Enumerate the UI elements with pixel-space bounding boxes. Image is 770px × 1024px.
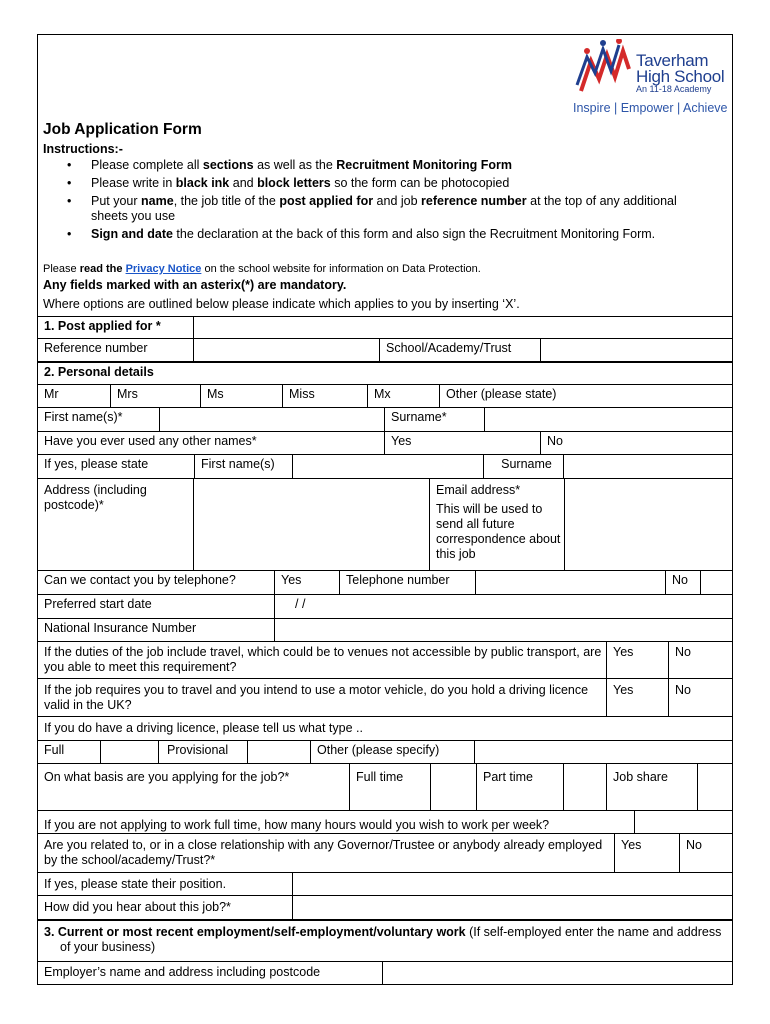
name-row (38, 407, 732, 432)
basis-part-time-box[interactable] (563, 764, 606, 811)
telephone-no-box[interactable] (700, 571, 732, 595)
licence-options-row (38, 740, 732, 764)
address-label: Address (including postcode)* (44, 483, 147, 512)
school-name-line2: High School (636, 67, 725, 86)
school-tagline: Inspire | Empower | Achieve (573, 101, 728, 115)
basis-part-time: Part time (476, 764, 563, 811)
ni-number-label: National Insurance Number (44, 621, 197, 635)
start-date-row (38, 594, 732, 619)
post-applied-field[interactable] (193, 317, 732, 339)
personal-heading-row (38, 361, 732, 386)
post-applied-row (38, 316, 732, 339)
telephone-yes[interactable]: Yes (274, 571, 339, 595)
personal-details-heading: 2. Personal details (44, 365, 154, 379)
reference-row (38, 338, 732, 362)
ni-number-field[interactable] (274, 619, 732, 642)
instruction-text: Sign and date (91, 227, 173, 241)
instruction-text: name (141, 194, 174, 208)
instruction-text: reference number (421, 194, 527, 208)
other-names-no[interactable]: No (540, 432, 732, 455)
telephone-number-field[interactable] (475, 571, 665, 595)
other-names-yes[interactable]: Yes (384, 432, 540, 455)
title-ms[interactable]: Ms (200, 385, 282, 408)
if-yes-state-label: If yes, please state (44, 457, 149, 471)
travel-question: If the duties of the job include travel, which could be to venues not accessible by public transport, are you able to meet this requirement? (44, 645, 602, 674)
basis-job-share-box[interactable] (697, 764, 732, 811)
licence-other: Other (please specify) (310, 741, 474, 764)
instruction-text: and job (373, 194, 422, 208)
instruction-text: post applied for (279, 194, 374, 208)
title-mr[interactable]: Mr (44, 387, 59, 401)
surname2-field[interactable] (563, 455, 732, 479)
related-no[interactable]: No (679, 834, 732, 873)
start-date-label: Preferred start date (44, 597, 152, 611)
application-form (37, 34, 733, 985)
instruction-text: sections (202, 158, 254, 172)
licence-provisional-box[interactable] (247, 741, 310, 764)
employer-field[interactable] (382, 962, 732, 985)
instructions-list (38, 158, 728, 245)
school-name-line1: Taverham (636, 51, 709, 70)
basis-job-share: Job share (606, 764, 697, 811)
instruction-text: Put your (91, 194, 142, 208)
telephone-no[interactable]: No (665, 571, 700, 595)
school-field[interactable] (540, 339, 732, 362)
instruction-text: the declaration at the back of this form and also sign the Recruitment Monitoring Form. (172, 227, 656, 241)
title-other[interactable]: Other (please state) (439, 385, 732, 408)
travel-no[interactable]: No (668, 642, 732, 679)
form-header (38, 35, 732, 316)
telephone-number-label: Telephone number (339, 571, 475, 595)
bullet-icon: • (67, 227, 72, 241)
basis-question: On what basis are you applying for the job?* (44, 770, 290, 784)
hours-row (38, 810, 732, 833)
employment-heading-bold: 3. Current or most recent employment/self-employment/voluntary work (44, 925, 466, 939)
privacy-pre: Please (43, 263, 80, 275)
address-row (38, 478, 732, 571)
if-yes-names-row (38, 454, 732, 479)
title-row (38, 384, 732, 408)
travel-row (38, 641, 732, 679)
school-crest-icon (573, 39, 635, 99)
title-mrs[interactable]: Mrs (110, 385, 200, 408)
licence-yes[interactable]: Yes (606, 679, 668, 717)
instruction-item (38, 158, 728, 173)
instruction-text: Recruitment Monitoring Form (336, 158, 512, 172)
email-label: Email address* (436, 483, 521, 497)
school-logo (573, 39, 731, 119)
ni-row (38, 618, 732, 642)
instruction-text: Please write in (91, 176, 176, 190)
privacy-notice-link[interactable]: Privacy Notice (125, 263, 202, 275)
instructions-heading: Instructions:- (43, 142, 123, 156)
bullet-icon: • (67, 176, 72, 190)
bullet-icon: • (67, 194, 72, 208)
email-label-cell (429, 479, 564, 571)
other-names-row (38, 431, 732, 455)
mandatory-note: Any fields marked with an asterix(*) are mandatory. (43, 278, 347, 292)
basis-full-time-box[interactable] (430, 764, 476, 811)
other-names-label: Have you ever used any other names* (44, 434, 257, 448)
title-mx[interactable]: Mx (367, 385, 439, 408)
licence-row (38, 678, 732, 717)
instruction-text: black ink (175, 176, 230, 190)
licence-full: Full (44, 743, 65, 757)
employment-heading (38, 921, 732, 963)
reference-field[interactable] (193, 339, 379, 362)
employer-row (38, 961, 732, 985)
licence-other-field[interactable] (474, 741, 732, 764)
employer-label: Employer’s name and address including postcode (44, 965, 321, 979)
licence-type-question: If you do have a driving licence, please tell us what type .. (44, 721, 363, 735)
instruction-item (38, 194, 728, 224)
licence-provisional: Provisional (158, 741, 247, 764)
surname-field[interactable] (484, 408, 732, 432)
hear-field[interactable] (292, 896, 732, 920)
instruction-item (38, 176, 728, 191)
hours-question: If you are not applying to work full time, how many hours would you wish to work per week? (44, 818, 550, 832)
position-field[interactable] (292, 873, 732, 896)
related-row (38, 833, 732, 873)
basis-row (38, 763, 732, 811)
position-row (38, 872, 732, 896)
related-yes[interactable]: Yes (614, 834, 679, 873)
email-note: This will be used to send all future correspondence about this job (436, 502, 561, 561)
privacy-bold: read the (79, 263, 126, 275)
surname-label: Surname* (384, 408, 484, 432)
instruction-text: so the form can be photocopied (330, 176, 510, 190)
start-date-field[interactable]: / / (274, 595, 732, 619)
form-title: Job Application Form (43, 121, 202, 138)
contact-telephone-label: Can we contact you by telephone? (44, 573, 236, 587)
first-names2-field[interactable] (292, 455, 483, 479)
hear-row (38, 895, 732, 920)
instruction-text: and (229, 176, 258, 190)
instruction-text: , the job title of the (173, 194, 280, 208)
school-label: School/Academy/Trust (379, 339, 540, 362)
instruction-text: at the top of any additional sheets you use (91, 194, 677, 223)
travel-yes[interactable]: Yes (606, 642, 668, 679)
licence-question: If the job requires you to travel and you intend to use a motor vehicle, do you hold a driving licence valid in the UK? (44, 683, 589, 712)
post-applied-label: 1. Post applied for * (44, 319, 161, 333)
first-names2-label: First name(s) (194, 455, 292, 479)
privacy-note (43, 263, 481, 275)
basis-full-time: Full time (349, 764, 430, 811)
related-question: Are you related to, or in a close relationship with any Governor/Trustee or anybody already employed by the school/academy/Trust?* (44, 838, 603, 867)
first-names-label: First name(s)* (44, 410, 123, 424)
bullet-icon: • (67, 158, 72, 172)
licence-no[interactable]: No (668, 679, 732, 717)
first-names-field[interactable] (159, 408, 384, 432)
options-note: Where options are outlined below please indicate which applies to you by inserting ‘X’. (43, 297, 520, 311)
telephone-row (38, 570, 732, 595)
title-miss[interactable]: Miss (282, 385, 367, 408)
hear-question: How did you hear about this job?* (44, 900, 231, 914)
licence-type-row (38, 716, 732, 741)
address-field[interactable] (193, 479, 429, 571)
employment-heading-row (38, 919, 732, 963)
instruction-text: as well as the (253, 158, 337, 172)
position-question: If yes, please state their position. (44, 877, 227, 891)
privacy-post: on the school website for information on Data Protection. (201, 263, 481, 275)
instruction-text: Please complete all (91, 158, 203, 172)
email-field[interactable] (564, 479, 732, 571)
employment-heading-rest: (If self-employed enter the name and address of your business) (60, 925, 722, 954)
instruction-item (38, 227, 728, 242)
instruction-text: block letters (257, 176, 331, 190)
hours-divider (634, 810, 635, 833)
reference-label: Reference number (44, 341, 148, 355)
surname2-label: Surname (483, 455, 563, 479)
school-subtitle: An 11-18 Academy (636, 84, 712, 94)
licence-full-box[interactable] (100, 741, 158, 764)
